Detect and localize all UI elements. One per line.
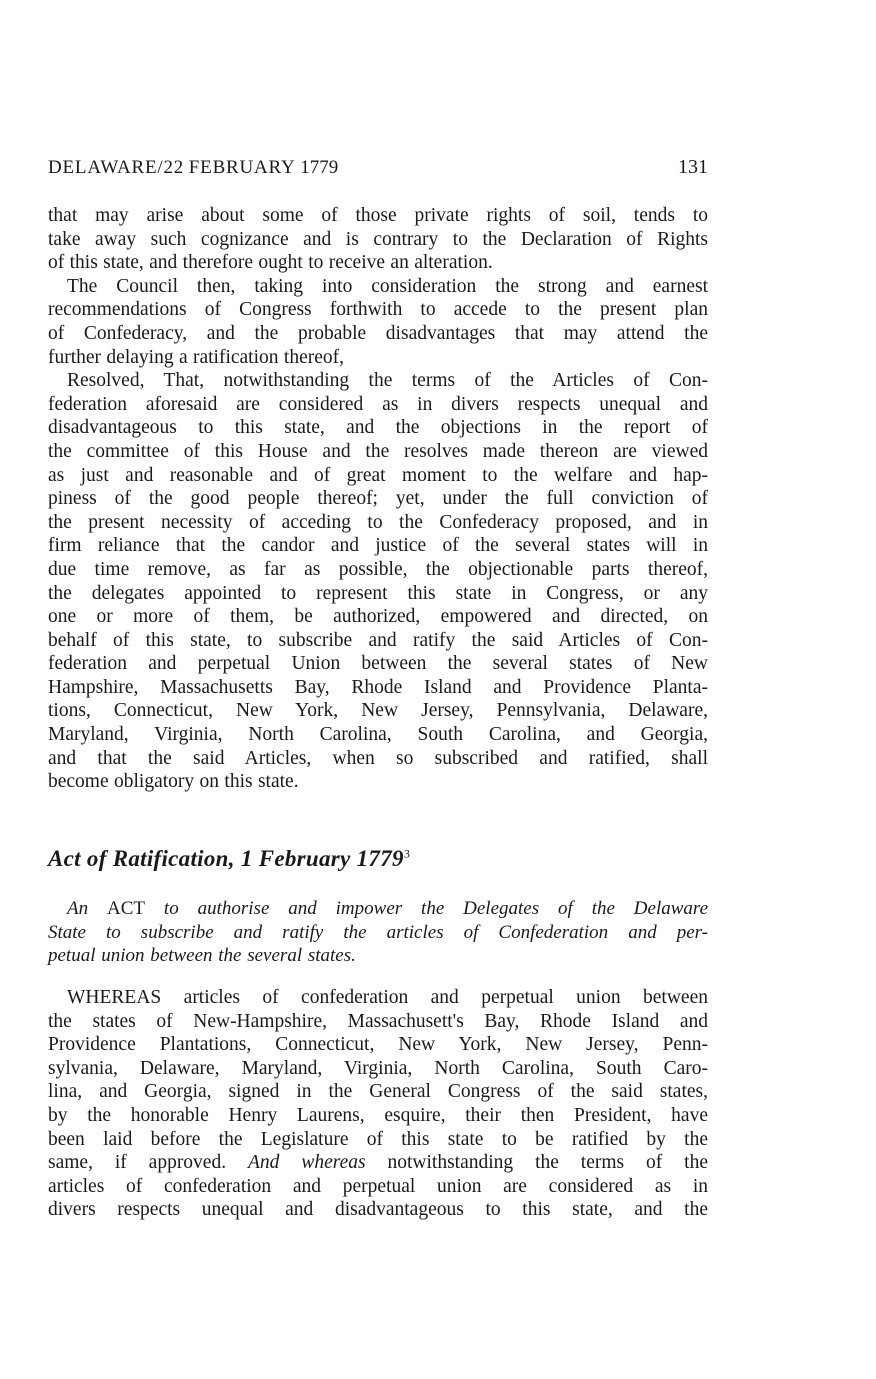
text-line: Maryland, Virginia, North Carolina, South Carolina, and Georgia,	[48, 724, 708, 746]
text-line: further delaying a ratification thereof,	[48, 346, 344, 368]
act-preamble-text	[48, 986, 708, 1222]
text-line: Resolved, That, notwithstanding the terms of the Articles of Con-	[67, 370, 708, 392]
text-line: the present necessity of acceding to the Confederacy proposed, and in	[48, 511, 708, 533]
text-line	[48, 1151, 708, 1175]
text-segment: same, if approved.	[48, 1152, 227, 1174]
running-head-month: FEBRUARY	[188, 157, 296, 178]
text-line: by the honorable Henry Laurens, esquire, their then President, have	[48, 1104, 708, 1126]
act-title-rest: to authorise and impower the Delegates of the Delaware	[163, 898, 709, 919]
text-line: become obligatory on this state.	[48, 771, 299, 793]
running-head-title	[48, 157, 338, 179]
running-head	[48, 156, 708, 179]
section-heading	[48, 846, 410, 872]
text-line: been laid before the Legislature of this state to be ratified by the	[48, 1128, 708, 1150]
text-line: disadvantageous to this state, and the objections in the report of	[48, 417, 708, 439]
text-line: behalf of this state, to subscribe and ratify the said Articles of Con-	[48, 629, 708, 651]
text-line: piness of the good people thereof; yet, under the full conviction of	[48, 488, 708, 510]
section-heading-text: Act of Ratification, 1 February 1779	[48, 846, 404, 871]
footnote-marker: 3	[403, 846, 411, 861]
act-title-act: ACT	[107, 898, 146, 919]
text-line: recommendations of Congress forthwith to accede to the present plan	[48, 299, 708, 321]
text-line: divers respects unequal and disadvantageous to this state, and the	[48, 1199, 708, 1221]
text-line: due time remove, as far as possible, the objectionable parts thereof,	[48, 558, 708, 580]
text-line: as just and reasonable and of great moment to the welfare and hap-	[48, 464, 708, 486]
text-line: firm reliance that the candor and justice of the several states will in	[48, 535, 708, 557]
text-line: WHEREAS articles of confederation and perpetual union between	[67, 987, 708, 1008]
text-line: and that the said Articles, when so subscribed and ratified, shall	[48, 747, 708, 769]
text-line: of this state, and therefore ought to receive an alteration.	[48, 252, 493, 274]
text-line: Providence Plantations, Connecticut, New York, New Jersey, Penn-	[48, 1034, 708, 1056]
text-line: federation aforesaid are considered as in divers respects unequal and	[48, 393, 708, 415]
text-line: Hampshire, Massachusetts Bay, Rhode Island and Providence Planta-	[48, 676, 708, 698]
text-line: lina, and Georgia, signed in the General Congress of the said states,	[48, 1081, 708, 1103]
text-line: federation and perpetual Union between the several states of New	[48, 653, 708, 675]
italic-phrase: And whereas	[248, 1152, 366, 1174]
act-title-line: petual union between the several states.	[48, 945, 356, 967]
text-segment: notwithstanding the terms of the	[387, 1152, 708, 1174]
text-line: one or more of them, be authorized, empowered and directed, on	[48, 606, 708, 628]
running-head-year: 1779	[300, 157, 339, 178]
act-title-an: An	[67, 898, 89, 919]
act-title-line: State to subscribe and ratify the articles of Confederation and per-	[48, 921, 708, 943]
text-line: The Council then, taking into consideration the strong and earnest	[67, 275, 708, 297]
text-line: the states of New-Hampshire, Massachusett's Bay, Rhode Island and	[48, 1010, 708, 1032]
text-line: that may arise about some of those private rights of soil, tends to	[48, 205, 708, 226]
text-line: sylvania, Delaware, Maryland, Virginia, North Carolina, South Caro-	[48, 1057, 708, 1079]
act-title-line	[48, 897, 708, 921]
act-title	[48, 897, 708, 968]
text-line: of Confederacy, and the probable disadvantages that may attend the	[48, 322, 708, 344]
running-head-state: DELAWARE/22	[48, 157, 185, 178]
page-number: 131	[678, 156, 708, 178]
text-line: the committee of this House and the resolves made thereon are viewed	[48, 440, 708, 462]
text-line: articles of confederation and perpetual union are considered as in	[48, 1175, 708, 1197]
council-resolution-text	[48, 204, 708, 794]
text-line: take away such cognizance and is contrary to the Declaration of Rights	[48, 228, 708, 250]
text-line: the delegates appointed to represent this state in Congress, or any	[48, 582, 708, 604]
text-line: tions, Connecticut, New York, New Jersey, Pennsylvania, Delaware,	[48, 700, 708, 722]
